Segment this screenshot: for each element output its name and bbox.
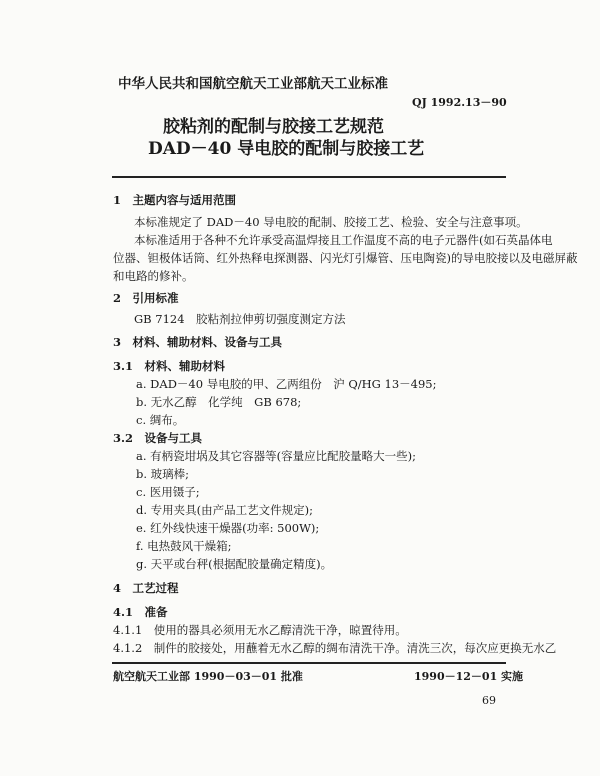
section-4-heading: 4 工艺过程 [113, 581, 179, 595]
section-3-2-heading: 3.2 设备与工具 [113, 431, 203, 445]
section-1-paragraph-2-line-1: 本标准适用于各种不允许承受高温焊接且工作温度不高的电子元器件(如石英晶体电 [134, 233, 553, 247]
section-1-paragraph-2-line-2: 位器、钽极体话筒、红外热释电探测器、闪光灯引爆管、压电陶瓷)的导电胶接以及电磁屏蔽 [113, 251, 578, 265]
approval-date: 航空航天工业部 1990－03－01 批准 [113, 670, 303, 683]
section-4-1-2: 4.1.2 制件的胶接处，用蘸着无水乙醇的绸布清洗干净。清洗三次，每次应更换无水乙 [113, 641, 557, 655]
list-item: f. 电热鼓风干燥箱; [136, 539, 232, 553]
standard-code: QJ 1992.13－90 [412, 96, 507, 109]
section-3-1-heading: 3.1 材料、辅助材料 [113, 359, 226, 373]
list-item: a. DAD－40 导电胶的甲、乙两组份 沪 Q/HG 13－495; [136, 377, 437, 391]
header-divider [112, 176, 506, 178]
section-4-1-1: 4.1.1 使用的器具必须用无水乙醇清洗干净，晾置待用。 [113, 623, 407, 637]
title-line-1: 胶粘剂的配制与胶接工艺规范 [163, 117, 384, 137]
section-3-heading: 3 材料、辅助材料、设备与工具 [113, 335, 282, 349]
section-1-heading: 1 主题内容与适用范围 [113, 193, 237, 207]
list-item: b. 无水乙醇 化学纯 GB 678; [136, 395, 302, 409]
list-item: b. 玻璃棒; [136, 467, 190, 481]
list-item: c. 医用镊子; [136, 485, 200, 499]
footer-divider [112, 662, 506, 664]
list-item: g. 天平或台秤(根据配胶量确定精度)。 [136, 557, 333, 571]
effective-date: 1990－12－01 实施 [414, 670, 524, 683]
section-1-paragraph-1: 本标准规定了 DAD－40 导电胶的配制、胶接工艺、检验、安全与注意事项。 [134, 215, 528, 229]
list-item: a. 有柄瓷坩埚及其它容器等(容量应比配胶量略大一些); [136, 449, 417, 463]
title-line-2: DAD－40 导电胶的配制与胶接工艺 [148, 139, 425, 159]
section-1-paragraph-2-line-3: 和电路的修补。 [113, 269, 194, 283]
section-2-heading: 2 引用标准 [113, 291, 179, 305]
list-item: c. 绸布。 [136, 413, 185, 427]
list-item: e. 红外线快速干燥器(功率: 500W); [136, 521, 320, 535]
section-4-1-heading: 4.1 准备 [113, 605, 168, 619]
issuing-organization: 中华人民共和国航空航天工业部航天工业标准 [118, 76, 388, 92]
reference-standard: GB 7124 胶粘剂拉伸剪切强度测定方法 [134, 312, 346, 326]
page-number: 69 [482, 694, 496, 707]
list-item: d. 专用夹具(由产品工艺文件规定); [136, 503, 314, 517]
